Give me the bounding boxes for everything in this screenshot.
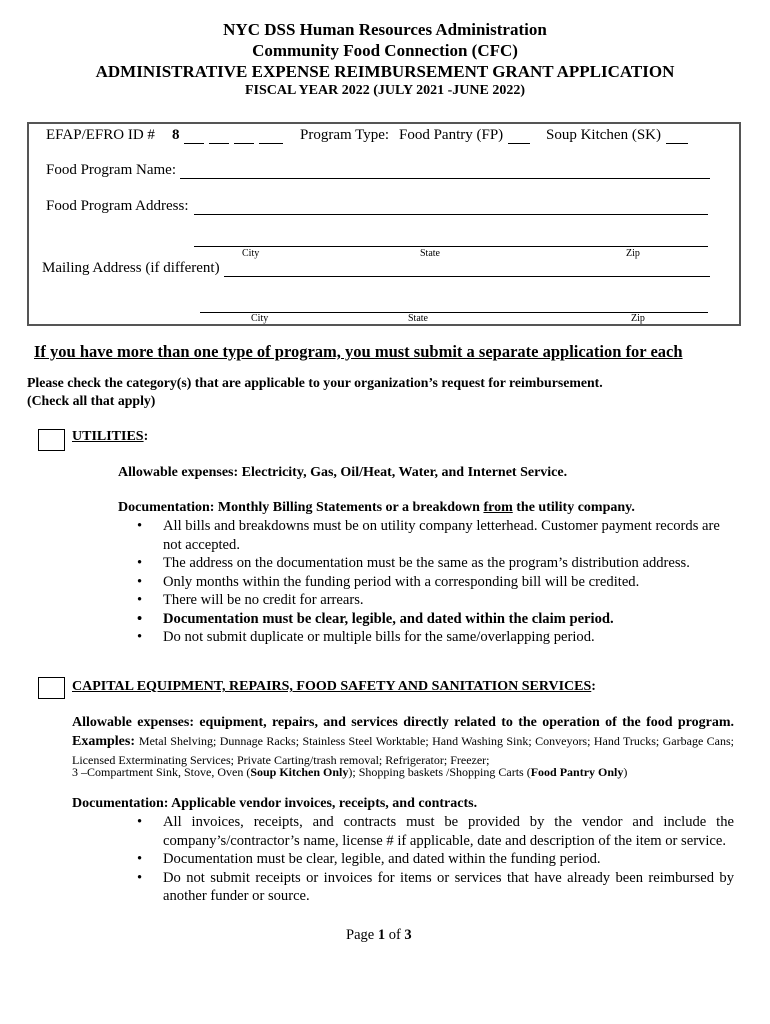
program-address-line2-field[interactable] bbox=[194, 246, 708, 247]
list-item: • All bills and breakdowns must be on utility company letterhead. Customer payment records are not accepted. bbox=[137, 518, 720, 553]
efap-id-prefix: 8 bbox=[172, 127, 180, 143]
program-type-label: Program Type: bbox=[300, 127, 390, 143]
header-agency: NYC DSS Human Resources Administration bbox=[223, 20, 547, 39]
list-item: • Documentation must be clear, legible, and dated within the funding period. bbox=[137, 851, 601, 867]
list-item: • Documentation must be clear, legible, and dated within the claim period. bbox=[137, 610, 614, 627]
utilities-allowable: Allowable expenses: Electricity, Gas, Oil/Heat, Water, and Internet Service. bbox=[118, 465, 568, 480]
capital-examples: Metal Shelving; Dunnage Racks; Stainless Steel Worktable; Hand Washing Sink; Conveyors; Hand Trucks; Garbage Cans; Licensed Exterminating Services; Private Carting/trash removal; Refrigerator; Freezer; bbox=[72, 734, 735, 767]
header-title: ADMINISTRATIVE EXPENSE REIMBURSEMENT GRANT APPLICATION bbox=[95, 62, 675, 81]
capital-allowable-bold: Allowable expenses: equipment, repairs, and services directly related to the operation of the food program. Examples: bbox=[72, 715, 734, 749]
address-state-caption: State bbox=[420, 248, 440, 259]
instructions-line-1: Please check the category(s) that are applicable to your organization’s request for reimbursement. bbox=[27, 375, 603, 390]
capital-title: CAPITAL EQUIPMENT, REPAIRS, FOOD SAFETY AND SANITATION SERVICES bbox=[72, 679, 592, 694]
instructions-line-2: (Check all that apply) bbox=[27, 393, 156, 408]
utilities-bullet-list bbox=[137, 517, 722, 647]
soup-kitchen-only-note: Soup Kitchen Only bbox=[250, 765, 349, 779]
utilities-documentation bbox=[118, 499, 635, 517]
separate-application-notice: If you have more than one type of program, you must submit a separate application for each bbox=[34, 342, 683, 361]
mailing-address-label: Mailing Address (if different) bbox=[42, 260, 220, 276]
capital-allowable bbox=[72, 714, 734, 770]
food-pantry-field[interactable] bbox=[508, 143, 530, 144]
utilities-doc-part-a: Documentation: Monthly Billing Statements or a breakdown bbox=[118, 500, 484, 515]
list-item: • All invoices, receipts, and contracts must be provided by the vendor and include the company’s/contractor’s name, license # if applicable, date and description of the item or service. bbox=[137, 814, 734, 849]
food-pantry-only-note: Food Pantry Only bbox=[530, 765, 624, 779]
program-address-label: Food Program Address: bbox=[46, 198, 189, 214]
efap-id-label: EFAP/EFRO ID # bbox=[46, 127, 155, 143]
address-city-caption: City bbox=[242, 248, 260, 259]
list-item: • There will be no credit for arrears. bbox=[137, 592, 364, 608]
list-item: • Do not submit duplicate or multiple bills for the same/overlapping period. bbox=[137, 629, 595, 645]
capital-heading: CAPITAL EQUIPMENT, REPAIRS, FOOD SAFETY AND SANITATION SERVICES: bbox=[72, 679, 596, 694]
address-zip-caption: Zip bbox=[626, 248, 640, 259]
efap-id-digit-4[interactable] bbox=[259, 143, 283, 144]
header-program: Community Food Connection (CFC) bbox=[252, 41, 518, 60]
capital-bullet-list bbox=[137, 813, 734, 906]
capital-checkbox[interactable] bbox=[38, 677, 65, 699]
mailing-state-caption: State bbox=[408, 313, 428, 324]
soup-kitchen-field[interactable] bbox=[666, 143, 688, 144]
utilities-heading: UTILITIES: bbox=[72, 429, 149, 444]
list-item: • The address on the documentation must be the same as the program’s distribution address. bbox=[137, 555, 690, 571]
capital-documentation: Documentation: Applicable vendor invoices, receipts, and contracts. bbox=[72, 796, 478, 811]
capital-examples-line: 3 –Compartment Sink, Stove, Oven (Soup Kitchen Only); Shopping baskets /Shopping Carts (Food Pantry Only) bbox=[72, 765, 628, 779]
mailing-city-caption: City bbox=[251, 313, 269, 324]
header-fiscal-year: FISCAL YEAR 2022 (JULY 2021 -JUNE 2022) bbox=[244, 83, 526, 98]
utilities-doc-part-b: the utility company. bbox=[512, 500, 635, 515]
efap-id-digit-1[interactable] bbox=[184, 143, 204, 144]
soup-kitchen-label: Soup Kitchen (SK) bbox=[546, 127, 661, 143]
list-item: • Only months within the funding period with a corresponding bill will be credited. bbox=[137, 573, 640, 590]
program-name-label: Food Program Name: bbox=[46, 162, 176, 178]
list-item: • Do not submit receipts or invoices for items or services that have already been reimbursed by another funder or source. bbox=[137, 869, 734, 904]
utilities-checkbox[interactable] bbox=[38, 429, 65, 451]
program-address-field[interactable] bbox=[194, 214, 708, 215]
efap-id-digit-3[interactable] bbox=[234, 143, 254, 144]
utilities-doc-from: from bbox=[483, 500, 513, 515]
food-pantry-label: Food Pantry (FP) bbox=[399, 127, 504, 143]
mailing-zip-caption: Zip bbox=[631, 313, 645, 324]
utilities-title: UTILITIES bbox=[72, 429, 144, 444]
program-name-field[interactable] bbox=[180, 178, 710, 179]
program-info-box bbox=[27, 122, 741, 326]
efap-id-digit-2[interactable] bbox=[209, 143, 229, 144]
page-number: Page 1 of 3 bbox=[346, 927, 412, 943]
mailing-address-field[interactable] bbox=[224, 276, 710, 277]
